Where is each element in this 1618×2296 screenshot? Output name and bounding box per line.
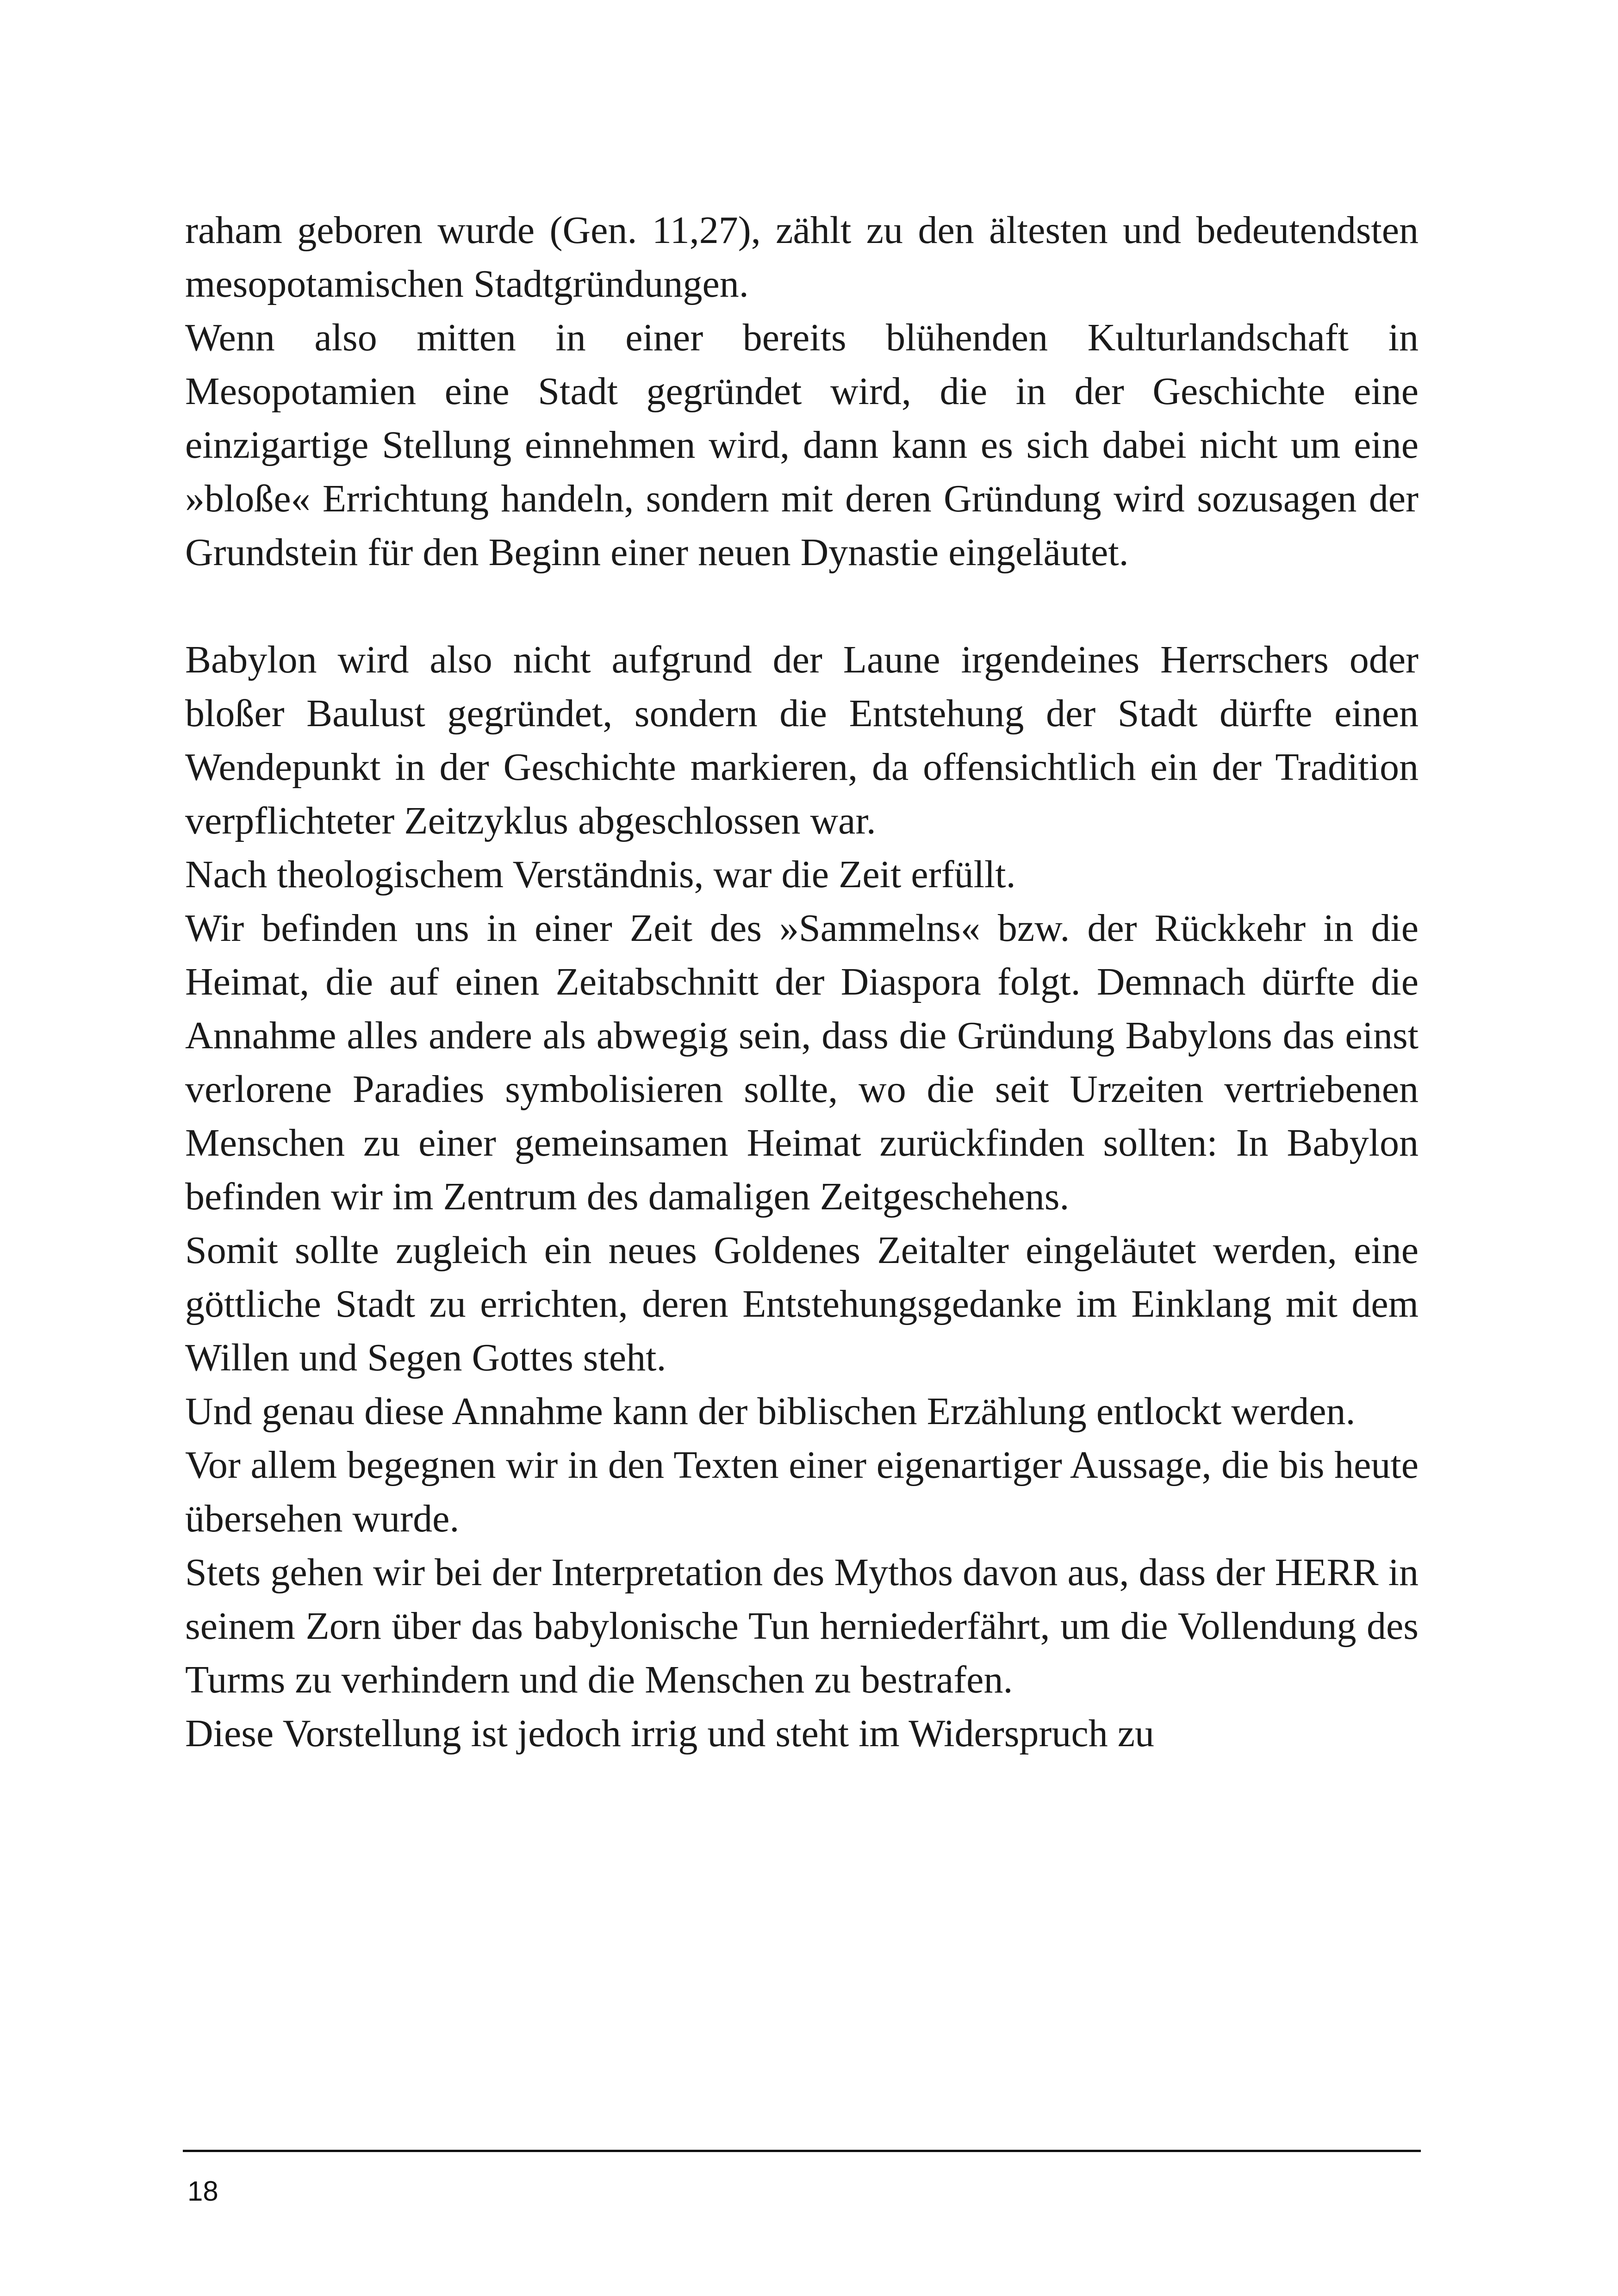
paragraph: Babylon wird also nicht aufgrund der Laune irgendeines Herrschers oder bloßer Baulust gegründet, sondern die Entstehung der Stadt dürfte einen Wendepunkt in der Geschichte markieren, da offensichtlich ein der Tradition verpflichteter Zeitzyklus abgeschlossen war. xyxy=(185,638,1419,842)
paragraph: Wir befinden uns in einer Zeit des »Sammelns« bzw. der Rückkehr in die Heimat, die auf einen Zeitabschnitt der Diaspora folgt. Demnach dürfte die Annahme alles andere als abwegig sein, dass die Gründung Babylons das einst verlorene Paradies symbolisieren sollte, wo die seit Urzeiten vertriebenen Menschen zu einer gemeinsamen Heimat zurückfinden sollten: In Babylon befinden wir im Zentrum des damaligen Zeitgeschehens. xyxy=(185,907,1419,1218)
paragraph: Vor allem begegnen wir in den Texten einer eigenartiger Aussage, die bis heute übersehen wurde. xyxy=(185,1444,1419,1540)
paragraph: Und genau diese Annahme kann der biblischen Erzählung entlockt werden. xyxy=(185,1390,1356,1433)
paragraph: Wenn also mitten in einer bereits blühenden Kulturlandschaft in Mesopotamien eine Stadt gegründet wird, die in der Geschichte eine einzigartige Stellung einnehmen wird, dann kann es sich dabei nicht um eine »bloße« Errichtung handeln, sondern mit deren Gründung wird sozusagen der Grundstein für den Beginn einer neuen Dynastie eingeläutet. xyxy=(185,316,1419,574)
paragraph: Stets gehen wir bei der Interpretation des Mythos davon aus, dass der HERR in seinem Zorn über das babylonische Tun herniederfährt, um die Vollendung des Turms zu verhindern und die Menschen zu bestrafen. xyxy=(185,1551,1419,1701)
paragraph: Nach theologischem Verständnis, war die Zeit erfüllt. xyxy=(185,853,1016,896)
body-text xyxy=(185,204,1419,1761)
paragraph: Diese Vorstellung ist jedoch irrig und steht im Widerspruch zu xyxy=(185,1712,1154,1755)
page-number: 18 xyxy=(187,2176,218,2207)
paragraph: Somit sollte zugleich ein neues Goldenes Zeitalter eingeläutet werden, eine göttliche Stadt zu errichten, deren Entstehungsgedanke im Einklang mit dem Willen und Segen Gottes steht. xyxy=(185,1229,1419,1379)
footer-divider xyxy=(183,2150,1421,2152)
paragraph: raham geboren wurde (Gen. 11,27), zählt zu den ältesten und bedeutendsten mesopotamischen Stadtgründungen. xyxy=(185,209,1419,305)
